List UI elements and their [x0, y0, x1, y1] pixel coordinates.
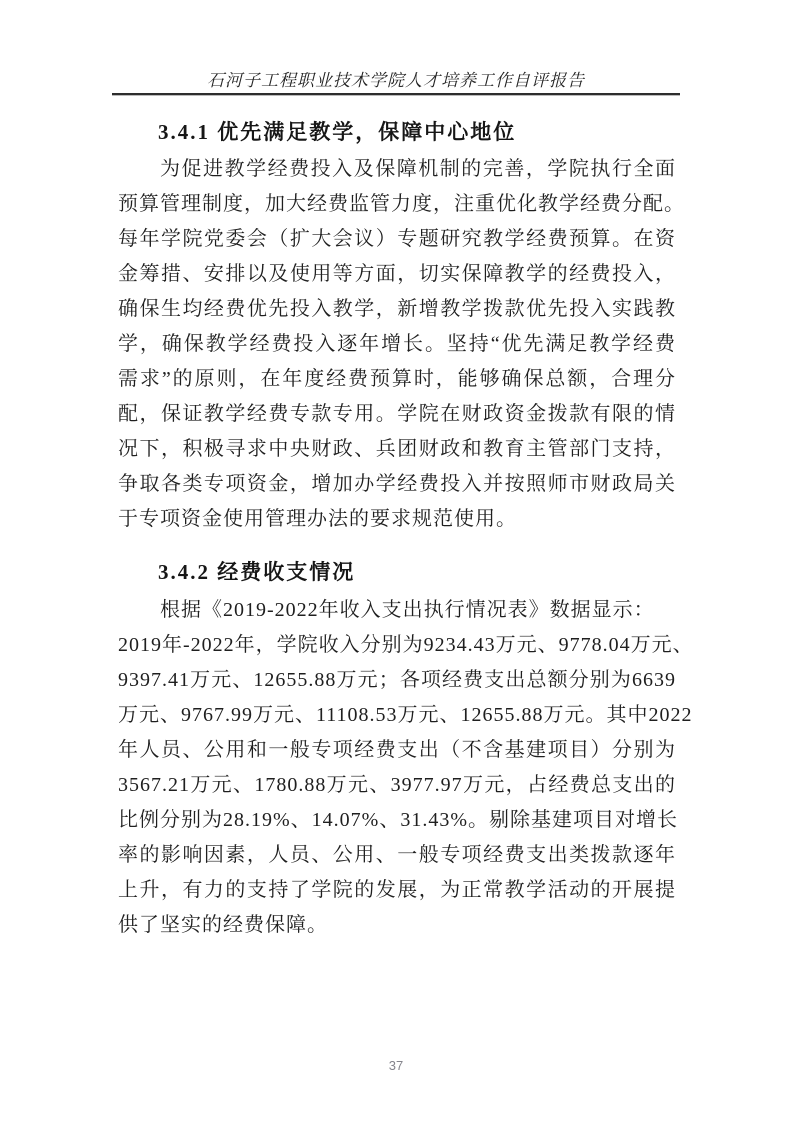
body-line: 9397.41万元、12655.88万元；各项经费支出总额分别为6639 [118, 669, 676, 691]
body-line: 争取各类专项资金，增加办学经费投入并按照师市财政局关 [118, 473, 676, 495]
body-line: 于专项资金使用管理办法的要求规范使用。 [118, 508, 517, 530]
body-line: 3567.21万元、1780.88万元、3977.97万元，占经费总支出的 [118, 774, 676, 796]
body-line: 需求”的原则，在年度经费预算时，能够确保总额，合理分 [118, 368, 676, 390]
body-line: 为促进教学经费投入及保障机制的完善，学院执行全面 [160, 158, 676, 180]
header-title: 石河子工程职业技术学院人才培养工作自评报告 [207, 71, 585, 90]
body-line: 万元、9767.99万元、11108.53万元、12655.88万元。其中2022 [118, 704, 693, 726]
body-line: 每年学院党委会（扩大会议）专题研究教学经费预算。在资 [118, 228, 676, 250]
body-line: 学，确保教学经费投入逐年增长。坚持“优先满足教学经费 [118, 333, 676, 355]
body-line: 金筹措、安排以及使用等方面，切实保障教学的经费投入， [118, 263, 676, 285]
header-rule [112, 93, 680, 96]
body-line: 预算管理制度，加大经费监管力度，注重优化教学经费分配。 [118, 193, 685, 215]
body-line: 年人员、公用和一般专项经费支出（不含基建项目）分别为 [118, 739, 676, 761]
page-number: 37 [388, 1058, 404, 1073]
body-line: 2019年-2022年，学院收入分别为9234.43万元、9778.04万元、 [118, 634, 694, 656]
body-line: 配，保证教学经费专款专用。学院在财政资金拨款有限的情 [118, 403, 676, 425]
paragraph-income-expense [118, 593, 694, 943]
body-line: 供了坚实的经费保障。 [118, 914, 328, 936]
body-line: 比例分别为28.19%、14.07%、31.43%。剔除基建项目对增长 [118, 809, 678, 831]
body-line: 确保生均经费优先投入教学，新增教学拨款优先投入实践教 [118, 298, 676, 320]
body-line: 况下，积极寻求中央财政、兵团财政和教育主管部门支持， [118, 438, 676, 460]
paragraph-funding-guarantee [118, 152, 685, 537]
section-heading-341: 3.4.1 优先满足教学，保障中心地位 [158, 120, 517, 144]
section-heading-342: 3.4.2 经费收支情况 [158, 560, 356, 584]
body-line: 根据《2019-2022年收入支出执行情况表》数据显示： [160, 599, 655, 621]
body-line: 率的影响因素，人员、公用、一般专项经费支出类拨款逐年 [118, 844, 676, 866]
body-line: 上升，有力的支持了学院的发展，为正常教学活动的开展提 [118, 879, 676, 901]
